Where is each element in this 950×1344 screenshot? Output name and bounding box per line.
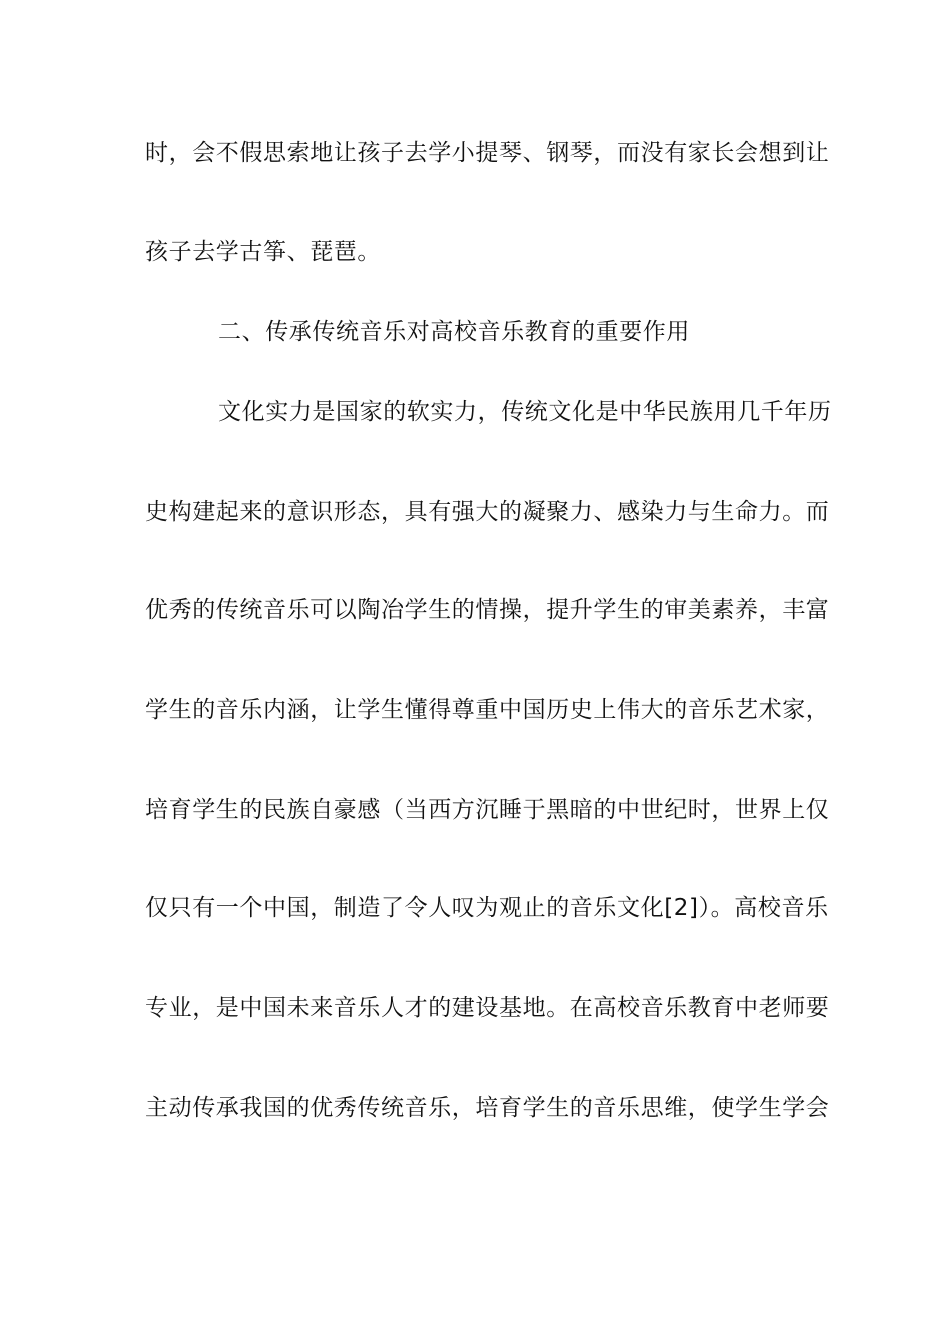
paragraph-line: 文化实力是国家的软实力，传统文化是中华民族用几千年历 xyxy=(218,399,832,425)
paragraph-line: 培育学生的民族自豪感（当西方沉睡于黑暗的中世纪时，世界上仅 xyxy=(145,797,830,823)
paragraph-line: 优秀的传统音乐可以陶冶学生的情操，提升学生的审美素养，丰富 xyxy=(145,597,830,623)
paragraph-line: 时，会不假思索地让孩子去学小提琴、钢琴，而没有家长会想到让 xyxy=(145,140,830,166)
paragraph-line: 主动传承我国的优秀传统音乐，培育学生的音乐思维，使学生学会 xyxy=(145,1095,830,1121)
paragraph-line: 史构建起来的意识形态，具有强大的凝聚力、感染力与生命力。而 xyxy=(145,499,830,525)
paragraph-line: 专业，是中国未来音乐人才的建设基地。在高校音乐教育中老师要 xyxy=(145,995,830,1021)
paragraph-line: 孩子去学古筝、琵琶。 xyxy=(145,239,381,265)
section-heading: 二、传承传统音乐对高校音乐教育的重要作用 xyxy=(218,319,690,345)
paragraph-line: 仅只有一个中国，制造了令人叹为观止的音乐文化[2]）。高校音乐 xyxy=(145,895,829,921)
paragraph-line: 学生的音乐内涵，让学生懂得尊重中国历史上伟大的音乐艺术家， xyxy=(145,697,830,723)
